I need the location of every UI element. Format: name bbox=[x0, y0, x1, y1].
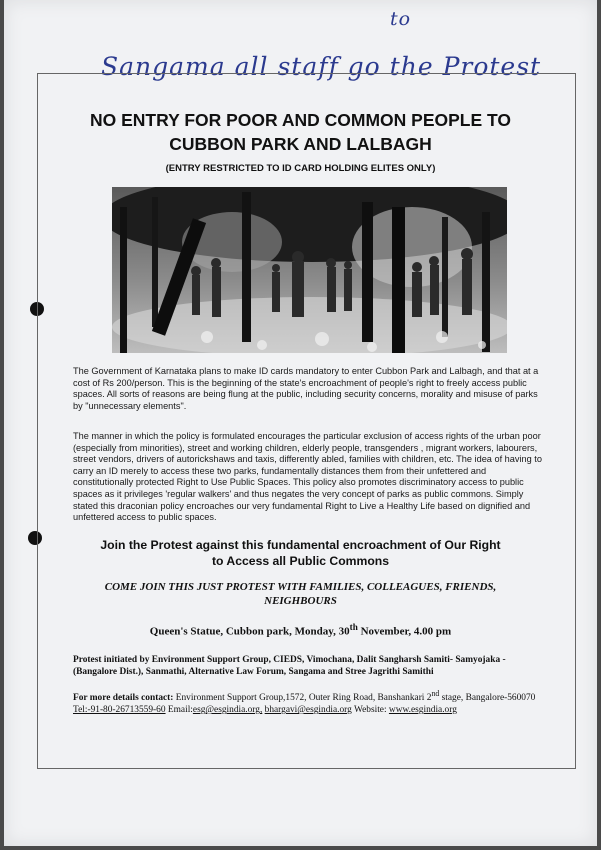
address-suffix: nd bbox=[431, 689, 440, 698]
venue-text: Queen's Statue, Cubbon park, Monday, 30 bbox=[149, 625, 350, 638]
contact-details bbox=[73, 688, 543, 716]
title-line-1: NO ENTRY FOR POOR AND COMMON PEOPLE TO bbox=[90, 110, 511, 130]
venue-line bbox=[0, 622, 601, 638]
handwritten-note: Sangama all staff go the Protest bbox=[101, 52, 542, 81]
website-link[interactable]: www.esgindia.org bbox=[388, 705, 457, 716]
handwritten-insertion: to bbox=[390, 8, 412, 30]
join-line-1: Join the Protest against this fundamental encroachment of Our Right bbox=[100, 538, 501, 552]
venue-text-end: November, 4.00 pm bbox=[357, 625, 452, 638]
park-photo-illustration bbox=[112, 187, 507, 353]
website-label: Website: bbox=[351, 705, 389, 716]
email-link-bhargavi[interactable]: bhargavi@esgindia.org bbox=[264, 705, 352, 716]
contact-label: For more details contact: bbox=[73, 693, 174, 704]
come-line-1: COME JOIN THIS JUST PROTEST WITH FAMILIES, COLLEAGUES, FRIENDS, bbox=[104, 581, 497, 593]
flyer-title bbox=[0, 108, 601, 156]
venue-date-suffix: th bbox=[349, 622, 358, 632]
park-photo bbox=[112, 187, 507, 353]
come-join-heading bbox=[0, 580, 601, 608]
email-link-esg[interactable]: esg@esgindia.org, bbox=[192, 705, 263, 716]
email-label: Email: bbox=[165, 705, 193, 716]
contact-telephone: Tel:-91-80-26713559-60 bbox=[73, 705, 166, 716]
contact-address: Environment Support Group,1572, Outer Ring Road, Banshankari 2 bbox=[173, 693, 432, 704]
flyer-subtitle: (ENTRY RESTRICTED TO ID CARD HOLDING ELITES ONLY) bbox=[165, 163, 436, 174]
paragraph-policy-impact: The manner in which the policy is formulated encourages the particular exclusion of access rights of the urban poor (especially from minorities), street and working children, elderly people, transgenders , migrant workers, labourers, street vendors, drivers of autorickshaws and taxis, differently abled, families with children, etc. The idea of having to carry an ID merely to access these two parks, fundamentally distances them from their unfettered and constitutionally protected Right to Use Public Spaces. This policy also promotes discriminatory access to public spaces as it privileges 'regular walkers' and thus negates the very concept of parks as public commons. Simply stated this draconian policy encroaches our very fundamental Right to Live a Healthy Life based on dignified and unfettered access to public spaces. bbox=[73, 431, 542, 523]
paragraph-id-card-plan: The Government of Karnataka plans to make ID cards mandatory to enter Cubbon Park and Lalbagh, and that at a cost of Rs 200/person. This is the beginning of the state's encroachment of people's right to freely access public spaces. All sorts of reasons are being flung at the public, including security concerns, morality and misuse of parks by "unnecessary elements". bbox=[73, 366, 539, 411]
join-line-2: to Access all Public Commons bbox=[212, 554, 389, 568]
contact-address-end: stage, Bangalore-560070 bbox=[439, 693, 536, 704]
come-line-2: NEIGHBOURS bbox=[264, 595, 337, 607]
join-protest-heading bbox=[0, 537, 601, 569]
title-line-2: CUBBON PARK AND LALBAGH bbox=[169, 134, 432, 154]
initiated-by: Protest initiated by Environment Support Group, CIEDS, Vimochana, Dalit Sangharsh Samiti- Samyojaka - (Bangalore Dist.), Sanmathi, Alternative Law Forum, Sangama and Stree Jagrithi Samithi bbox=[73, 655, 506, 677]
